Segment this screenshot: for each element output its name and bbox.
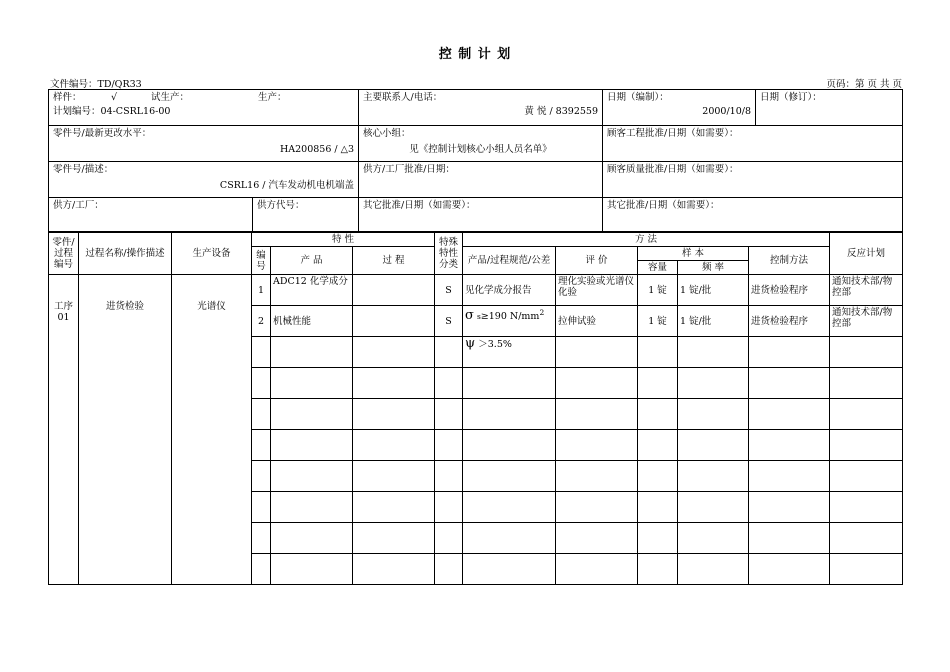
sigma-subscript: s — [476, 312, 481, 322]
spec-text: ≥190 N/mm — [480, 311, 540, 323]
row-freq: 1 锭/批 — [678, 275, 749, 306]
file-number: 文件编号：TD/QR33 — [50, 79, 142, 90]
part-rev-value: HA200856 / △3 — [279, 144, 354, 155]
part-rev-label: 零件号/最新更改水平： — [53, 128, 152, 139]
psi-symbol: ψ — [465, 336, 476, 351]
col-reaction-header: 反应计划 — [830, 233, 903, 275]
date-revised-cell — [756, 90, 903, 126]
contact-value: 黄 悦 / 8392559 — [524, 106, 598, 117]
col-size-header: 容量 — [638, 261, 678, 275]
row-no: 1 — [252, 275, 271, 306]
date-prepared-label: 日期（编制）： — [607, 92, 669, 103]
supplier-plant-approval-cell — [359, 162, 603, 198]
part-desc-label: 零件号/描述： — [53, 164, 114, 175]
customer-quality-label: 顾客质量批准/日期（如需要）： — [607, 164, 739, 175]
sigma-symbol: σ — [465, 308, 474, 324]
spec-text: ＞3.5% — [478, 339, 512, 350]
row-eval: 拉伸试验 — [556, 306, 638, 337]
trial-label: 试生产： — [151, 92, 190, 103]
sample-check: √ — [111, 92, 118, 103]
col-process-header: 过程名称/操作描述 — [79, 233, 172, 275]
col-sample-header: 样 本 — [638, 247, 749, 261]
col-control-header: 控制方法 — [749, 247, 830, 275]
other-approval-1-label: 其它批准/日期（如需要）： — [363, 200, 476, 211]
row-reaction: 通知技术部/物控部 — [830, 306, 903, 337]
row-reaction: 通知技术部/物控部 — [830, 275, 903, 306]
row-freq: 1 锭/批 — [678, 306, 749, 337]
supplier-plant-label: 供方/工厂： — [53, 200, 104, 211]
row-special: S — [435, 306, 463, 337]
supplier-plant-approval-label: 供方/工厂批准/日期： — [363, 164, 455, 175]
contact-cell — [359, 90, 603, 126]
customer-eng-cell — [603, 126, 903, 162]
production-label: 生产： — [258, 92, 287, 103]
row-spec — [463, 306, 556, 337]
row-process — [353, 306, 435, 337]
page-info: 页码：第 页 共 页 — [826, 79, 902, 90]
table-row — [49, 275, 903, 306]
row-size: 1 锭 — [638, 275, 678, 306]
other-approval-2-cell — [603, 198, 903, 232]
part-desc-cell — [49, 162, 359, 198]
row-control: 进货检验程序 — [749, 306, 830, 337]
row-special: S — [435, 275, 463, 306]
customer-quality-cell — [603, 162, 903, 198]
col-product-header: 产 品 — [271, 247, 353, 275]
col-method-header: 方 法 — [463, 233, 830, 247]
col-spec-header: 产品/过程规范/公差 — [463, 247, 556, 275]
core-team-label: 核心小组： — [363, 128, 411, 139]
plan-number: 计划编号：04-CSRL16-00 — [53, 106, 171, 117]
process-name: 进货检验 — [79, 275, 172, 585]
equipment: 光谱仪 — [172, 275, 252, 585]
file-info-line — [50, 76, 902, 90]
page-title: 控 制 计 划 — [438, 47, 512, 62]
col-freq-header: 频 率 — [678, 261, 749, 275]
row-no: 2 — [252, 306, 271, 337]
part-desc-value: CSRL16 / 汽车发动机电机端盖 — [219, 180, 354, 191]
process-number: 工序 01 — [49, 275, 79, 585]
row-process — [353, 275, 435, 306]
col-equipment-header: 生产设备 — [172, 233, 252, 275]
col-part-header: 零件/过程编号 — [49, 233, 79, 275]
row-control: 进货检验程序 — [749, 275, 830, 306]
row-spec: 见化学成分报告 — [463, 275, 556, 306]
customer-eng-label: 顾客工程批准/日期（如需要）： — [607, 128, 739, 139]
part-rev-cell — [49, 126, 359, 162]
col-eval-header: 评 价 — [556, 247, 638, 275]
contact-label: 主要联系人/电话： — [363, 92, 443, 103]
col-proc-header: 过 程 — [353, 247, 435, 275]
row-size: 1 锭 — [638, 306, 678, 337]
row-product: ADC12 化学成分 — [271, 275, 353, 306]
core-team-value: 见《控制计划核心小组人员名单》 — [409, 144, 552, 155]
date-prepared-value: 2000/10/8 — [702, 106, 751, 117]
other-approval-2-label: 其它批准/日期（如需要）： — [607, 200, 720, 211]
header-table — [48, 89, 903, 232]
date-prepared-cell — [603, 90, 756, 126]
core-team-cell — [359, 126, 603, 162]
col-characteristics-header: 特 性 — [252, 233, 435, 247]
date-revised-label: 日期（修订）： — [760, 92, 822, 103]
supplier-code-label: 供方代号： — [257, 200, 305, 211]
spec-superscript: 2 — [539, 308, 545, 317]
supplier-plant-cell — [49, 198, 253, 232]
other-approval-1-cell — [359, 198, 603, 232]
row-eval: 理化实验或光谱仪化验 — [556, 275, 638, 306]
row-spec — [463, 337, 556, 368]
control-plan-table — [48, 232, 903, 585]
supplier-code-cell — [253, 198, 359, 232]
sample-cell — [49, 90, 359, 126]
sample-label: 样件： — [53, 92, 82, 103]
col-special-header: 特殊特性分类 — [435, 233, 463, 275]
row-product: 机械性能 — [271, 306, 353, 337]
col-no-header: 编号 — [252, 247, 271, 275]
